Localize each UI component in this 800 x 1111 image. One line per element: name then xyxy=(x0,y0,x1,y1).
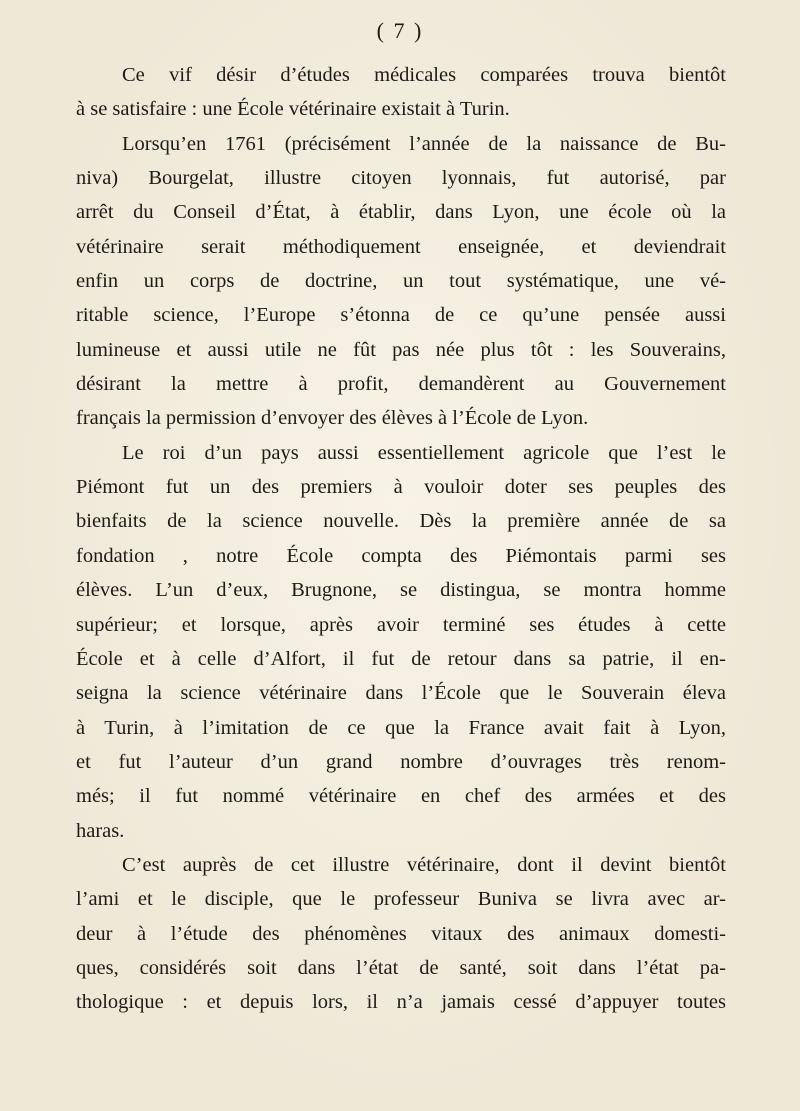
text-line: vétérinaire serait méthodiquement enseignée, et deviendrait xyxy=(76,235,726,258)
text-line: Ce vif désir d’études médicales comparées trouva bientôt xyxy=(122,64,726,86)
text-line: ques, considérés soit dans l’état de santé, soit dans l’état pa- xyxy=(76,956,726,979)
text-line: français la permission d’envoyer des élèves à l’École de Lyon. xyxy=(76,407,589,430)
text-line: École et à celle d’Alfort, il fut de retour dans sa patrie, il en- xyxy=(76,647,726,670)
text-line: Le roi d’un pays aussi essentiellement agricole que l’est le xyxy=(122,441,726,464)
text-line: Piémont fut un des premiers à vouloir doter ses peuples des xyxy=(76,476,726,499)
text-line: bienfaits de la science nouvelle. Dès la première année de sa xyxy=(76,510,726,533)
page-number: ( 7 ) xyxy=(376,18,424,43)
text-line: désirant la mettre à profit, demandèrent au Gouvernement xyxy=(76,373,726,396)
text-line: élèves. L’un d’eux, Brugnone, se distingua, se montra homme xyxy=(76,579,726,602)
text-line: niva) Bourgelat, illustre citoyen lyonnais, fut autorisé, par xyxy=(76,167,726,190)
text-line: enfin un corps de doctrine, un tout systématique, une vé- xyxy=(76,270,726,293)
body-text xyxy=(76,58,726,1020)
text-line: seigna la science vétérinaire dans l’École que le Souverain éleva xyxy=(76,682,726,705)
text-line: à se satisfaire : une École vétérinaire existait à Turin. xyxy=(76,98,510,121)
text-line: et fut l’auteur d’un grand nombre d’ouvrages très renom- xyxy=(76,750,726,773)
text-line: haras. xyxy=(76,819,125,842)
text-line: thologique : et depuis lors, il n’a jamais cessé d’appuyer toutes xyxy=(76,991,726,1014)
text-line: ritable science, l’Europe s’étonna de ce qu’une pensée aussi xyxy=(76,304,726,327)
text-line: deur à l’étude des phénomènes vitaux des animaux domesti- xyxy=(76,922,726,945)
text-line: lumineuse et aussi utile ne fût pas née plus tôt : les Souverains, xyxy=(76,338,726,361)
text-line: fondation , notre École compta des Piémontais parmi ses xyxy=(76,544,726,567)
text-line: l’ami et le disciple, que le professeur Buniva se livra avec ar- xyxy=(76,888,726,911)
text-line: arrêt du Conseil d’État, à établir, dans Lyon, une école où la xyxy=(76,201,726,224)
text-line: C’est auprès de cet illustre vétérinaire, dont il devint bientôt xyxy=(122,853,726,876)
text-line: més; il fut nommé vétérinaire en chef des armées et des xyxy=(76,785,726,808)
text-line: supérieur; et lorsque, après avoir terminé ses études à cette xyxy=(76,613,726,636)
text-line: à Turin, à l’imitation de ce que la France avait fait à Lyon, xyxy=(76,716,726,739)
text-line: Lorsqu’en 1761 (précisément l’année de la naissance de Bu- xyxy=(122,132,726,155)
